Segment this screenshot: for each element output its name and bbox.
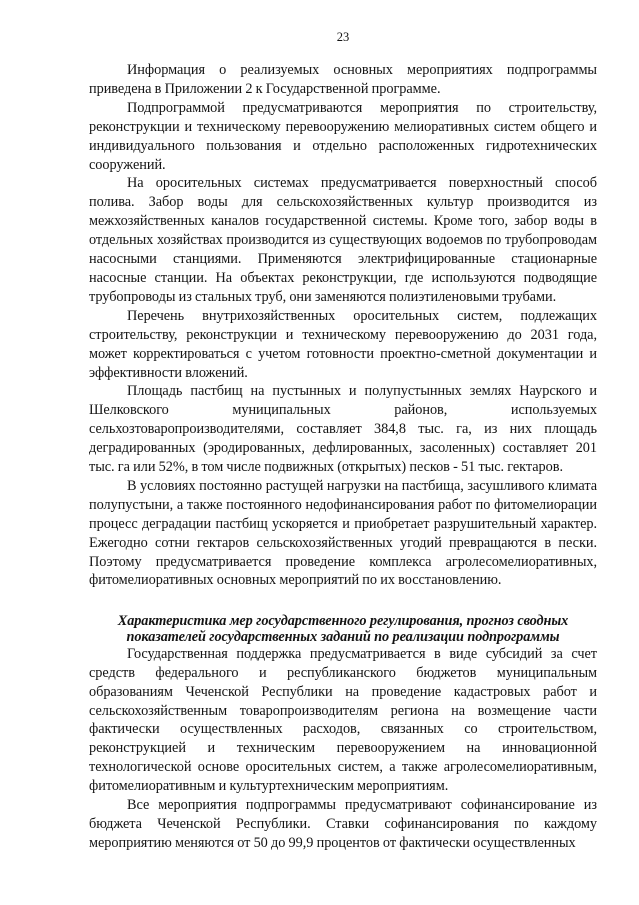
paragraph-subprogram-measures: Подпрограммой предусматриваются мероприятия по строительству, реконструкции и техническому перевооружению мелиоративных систем общего и индивидуального пользования и отдельно расположенных гидротехнических сооружений.	[89, 99, 597, 173]
paragraph-activities-info: Информация о реализуемых основных мероприятиях подпрограммы приведена в Приложении 2 к Государственной программе.	[89, 62, 597, 97]
paragraph-state-support: Государственная поддержка предусматривается в виде субсидий за счет средств федерального и республиканского бюджетов муниципальным образованиям Чеченской Республики на проведение кадастровых работ и сельскохозяйственным товаропроизводителям региона на возмещение части фактически осуществленных расходов, связанных со строительством, реконструкцией и техническим перевооружением на инновационной технологической основе оросительных систем, а также агролесомелиоративным, фитомелиоративным и культуртехническим мероприятиям.	[89, 645, 597, 795]
section-heading-line-1: Характеристика мер государственного регулирования, прогноз сводных	[117, 613, 569, 630]
page-number: 23	[336, 30, 350, 44]
section-heading-line-2: показателей государственных заданий по реализации подпрограммы	[126, 628, 560, 645]
paragraph-pasture-area: Площадь пастбищ на пустынных и полупустынных землях Наурского и Шелковского муниципальных районов, используемых сельхозтоваропроизводителями, составляет 384,8 тыс. га, из них площадь деградированных (эродированных, дефлированных, засоленных) составляет 201 тыс. га или 52%, в том числе подвижных (открытых) песков - 51 тыс. гектаров.	[89, 383, 597, 476]
section-heading	[89, 614, 597, 644]
paragraph-irrigation-systems: На оросительных системах предусматривается поверхностный способ полива. Забор воды для сельскохозяйственных культур производится из межхозяйственных каналов государственной системы. Кроме того, забор воды в отдельных хозяйствах производится из существующих водоемов по трубопроводам насосными станциями. Применяются электрифицированные стационарные насосные станции. На объектах реконструкции, где используются подводящие трубопроводы из стальных труб, они заменяются полиэтиленовыми трубами.	[89, 175, 597, 305]
paragraph-pasture-degradation: В условиях постоянно растущей нагрузки на пастбища, засушливого климата полупустыни, а также постоянного недофинансирования работ по фитомелиорации процесс деградации пастбищ ускоряется и приобретает разрушительный характер. Ежегодно сотни гектаров сельскохозяйственных угодий превращаются в пески. Поэтому предусматривается проведение комплекса агролесомелиоративных, фитомелиоративных основных мероприятий по их восстановлению.	[89, 477, 597, 589]
paragraph-cofinancing: Все мероприятия подпрограммы предусматривают софинансирование из бюджета Чеченской Республики. Ставки софинансирования по каждому мероприятию меняются от 50 до 99,9 процентов от фактически осуществленных	[89, 797, 597, 851]
paragraph-systems-list: Перечень внутрихозяйственных оросительных систем, подлежащих строительству, реконструкции и техническому перевооружению до 2031 года, может корректироваться с учетом готовности проектно-сметной документации и эффективности вложений.	[89, 307, 597, 381]
document-page	[89, 30, 597, 853]
